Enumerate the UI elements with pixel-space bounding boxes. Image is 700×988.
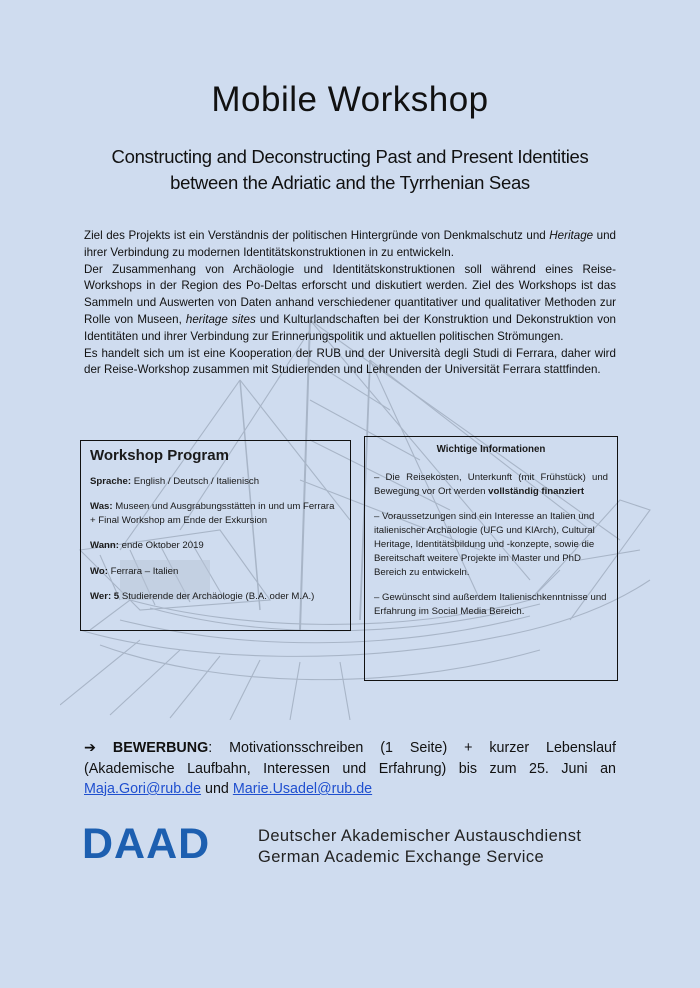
intro-paragraph: Es handelt sich um ist eine Kooperation der RUB und der Università degli Studi di Ferrara, daher wird der Reise-Workshop zusammen mit Studierenden und Lehrenden der Universität Ferrara stattfinden.: [84, 346, 616, 377]
program-label: Was:: [90, 501, 113, 512]
program-language: [90, 475, 341, 489]
application-text: : Motivationsschreiben (1 Seite) + kurzer Lebenslauf (Akademische Laufbahn, Interessen und Erfahrung) bis zum 25. Juni an: [84, 740, 616, 777]
intro-text-span: und Kulturlandschaften bei der Konstruktion und Dekonstruktion von Identitäten und ihrer Verbindung zur Erinnerungspolitik und aktuellen politischen Strömungen.: [84, 312, 616, 343]
program-value: ende Oktober 2019: [118, 540, 204, 551]
daad-name-english: German Academic Exchange Service: [258, 848, 545, 866]
program-who: [90, 590, 341, 604]
page-subtitle: [60, 144, 640, 196]
intro-paragraph: [84, 262, 616, 346]
intro-text-span: Ziel des Projekts ist ein Verständnis der politischen Hintergründe von Denkmalschutz und: [84, 229, 550, 242]
program-value: Museen und Ausgrabungsstätten in und um Ferrara + Final Workshop am Ende der Exkursion: [90, 501, 335, 526]
important-info-box: [364, 436, 618, 681]
program-what: [90, 500, 341, 527]
program-label: Wann:: [90, 540, 119, 551]
info-item-desired: – Gewünscht sind außerdem Italienischkenntnisse und Erfahrung im Social Media Bereich.: [374, 592, 607, 617]
application-section: [84, 738, 616, 800]
daad-name-german: Deutscher Akademischer Austauschdienst: [258, 827, 582, 845]
application-label: BEWERBUNG: [112, 740, 209, 756]
info-bold: vollständig finanziert: [488, 486, 585, 497]
program-label: Sprache:: [90, 475, 132, 487]
info-item-costs: [374, 471, 608, 499]
application-and: und: [201, 781, 233, 797]
info-item-requirements: – Voraussetzungen sind ein Interesse an Italien und italienischer Archäologie (UFG und KlArch), Cultural Heritage, Identitätsbildung und -konzepte, sowie die Bereitschaft weitere Projekte im Master und PhD Bereich zu entwickeln.: [374, 511, 595, 578]
program-heading: Workshop Program: [90, 447, 229, 464]
intro-paragraph: [84, 228, 616, 262]
program-when: [90, 539, 341, 553]
intro-text-span: Der Zusammenhang von Archäologie und Identitätskonstruktionen soll während eines Reise-Workshops in der Region des Po-Deltas erforscht und diskutiert werden. Ziel des Workshops ist das Sammeln und Auswerten von Daten anhand verschiedener quantitativer und qualitativer Methoden zur Rolle von Museen,: [84, 262, 616, 326]
intro-emphasis: Heritage: [549, 229, 594, 242]
program-value: English / Deutsch / Italienisch: [131, 475, 260, 487]
arrow-icon: ➔: [84, 740, 96, 756]
daad-name: [258, 826, 581, 868]
info-text: – Die Reisekosten, Unterkunft (mit Frühstück) und Bewegung vor Ort werden: [374, 472, 608, 497]
intro-text: [84, 228, 616, 379]
intro-text-span: und ihrer Verbindung zu modernen Identitätskonstruktionen in zu entwickeln.: [84, 229, 616, 259]
program-value: Studierende der Archäologie (B.A. oder M.A.): [119, 591, 315, 602]
program-label: Wer: 5: [90, 591, 120, 602]
email-link-usadel[interactable]: Marie.Usadel@rub.de: [232, 781, 373, 797]
program-label: Wo:: [90, 565, 108, 577]
program-value: Ferrara – Italien: [107, 565, 179, 577]
page-title: Mobile Workshop: [211, 80, 489, 119]
info-heading: Wichtige Informationen: [436, 444, 546, 455]
subtitle-line: Constructing and Deconstructing Past and Present Identities: [111, 146, 589, 167]
email-link-gori[interactable]: Maja.Gori@rub.de: [84, 781, 202, 797]
program-where: [90, 565, 341, 579]
subtitle-line: between the Adriatic and the Tyrrhenian Seas: [170, 172, 530, 193]
daad-logo: DAAD: [82, 820, 211, 868]
intro-emphasis: heritage sites: [185, 312, 256, 326]
workshop-program-box: [80, 440, 351, 631]
